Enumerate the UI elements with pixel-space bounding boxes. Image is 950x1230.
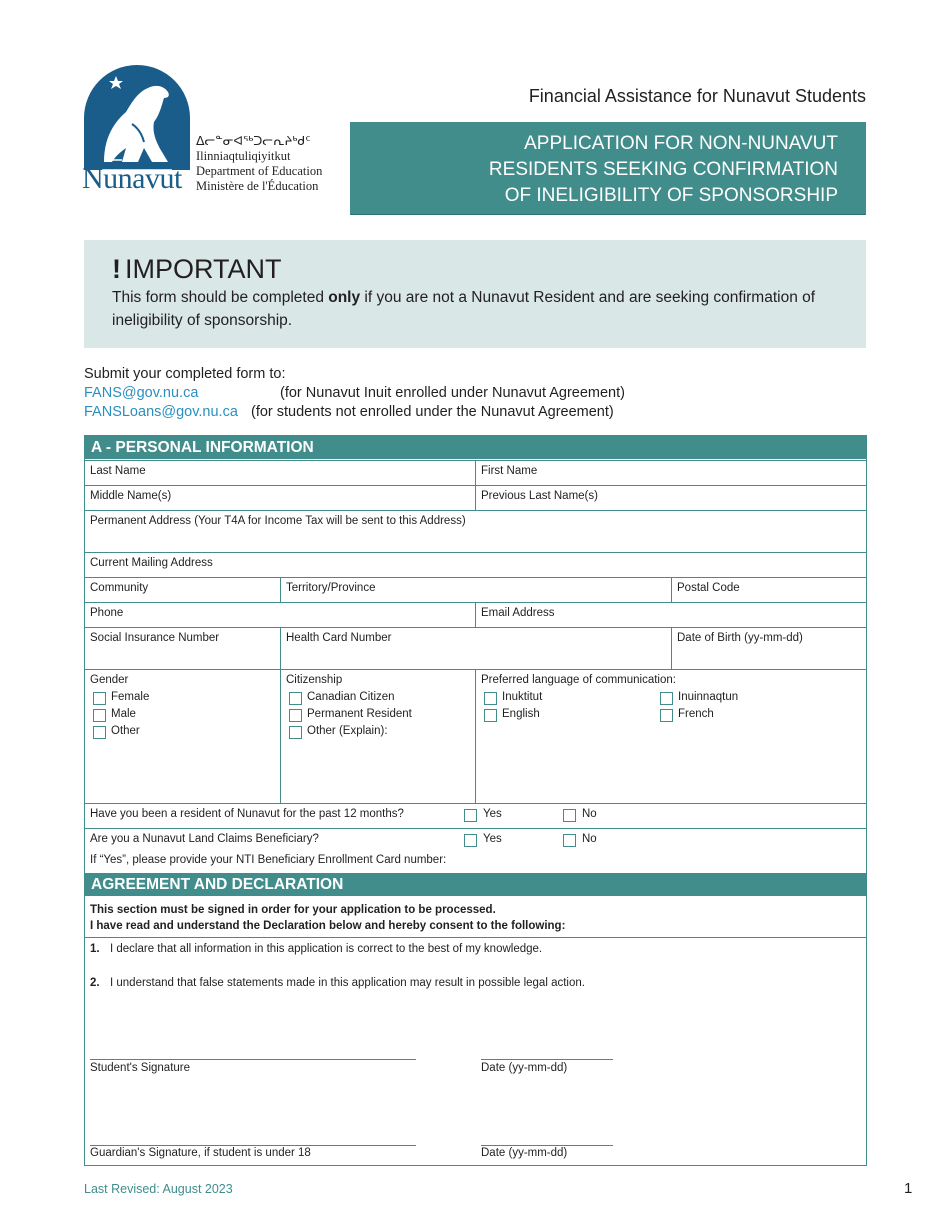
citizenship-other-checkbox[interactable] [289,726,302,739]
declaration-1-text: I declare that all information in this application is correct to the best of my knowledge. [110,943,543,955]
fans-loans-email-note: (for students not enrolled under the Nunavut Agreement) [251,404,614,420]
col-divider [280,627,281,669]
middle-names-field[interactable]: Middle Name(s) [90,490,172,502]
important-body [112,286,842,332]
row-divider [85,627,866,628]
resident-no-label: No [582,808,597,820]
nunavut-logo [82,62,342,202]
important-heading [112,254,282,285]
language-inuktitut-label: Inuktitut [502,691,543,703]
dept-name-inuinnaqtun: Ilinniaqtuliqiyitkut [196,149,291,163]
important-notice [84,240,866,348]
declaration-2-number: 2. [90,977,100,989]
row-divider [85,510,866,511]
form-title-banner [350,122,866,215]
gender-other-label: Other [111,725,140,737]
student-signature-line[interactable] [90,1059,416,1060]
submit-heading: Submit your completed form to: [84,366,286,382]
agreement-notice-1: This section must be signed in order for your application to be processed. [90,904,496,916]
section-personal-header [85,436,866,459]
declaration-2-text: I understand that false statements made in this application may result in possible legal action. [110,977,585,989]
dept-name-english: Department of Education [196,164,323,178]
language-french-checkbox[interactable] [660,709,673,722]
postal-code-field[interactable]: Postal Code [677,582,740,594]
department-name [196,134,322,194]
student-signature-label: Student's Signature [90,1062,191,1074]
declaration-1-number: 1. [90,943,100,955]
fans-loans-email-link[interactable]: FANSLoans@gov.nu.ca [84,404,238,420]
col-divider [475,669,476,803]
fans-email-note: (for Nunavut Inuit enrolled under Nunavut Agreement) [280,385,625,401]
application-form [84,435,867,1166]
previous-last-name-field[interactable]: Previous Last Name(s) [481,490,598,502]
form-title-line-3: OF INELIGIBILITY OF SPONSORSHIP [504,185,838,206]
page-number: 1 [904,1180,913,1197]
form-title-line-1: APPLICATION FOR NON-NUNAVUT [524,133,838,154]
row-divider [85,577,866,578]
language-english-label: English [502,708,540,720]
last-name-field[interactable]: Last Name [90,465,146,477]
col-divider [280,669,281,803]
guardian-date-label: Date (yy-mm-dd) [481,1147,568,1159]
gender-male-checkbox[interactable] [93,709,106,722]
permanent-address-field[interactable]: Permanent Address (Your T4A for Income Tax will be sent to this Address) [90,515,466,527]
citizenship-canadian-checkbox[interactable] [289,692,302,705]
language-inuinnaqtun-label: Inuinnaqtun [678,691,739,703]
dept-name-syllabics: ᐃᓕᓐᓂᐊᖅᑐᓕᕆᔨᒃᑯᑦ [196,134,311,148]
col-divider [475,460,476,510]
section-agreement-title: AGREEMENT AND DECLARATION [91,876,344,893]
beneficiary-no-label: No [582,833,597,845]
citizenship-other-label: Other (Explain): [307,725,388,737]
territory-province-field[interactable]: Territory/Province [286,582,376,594]
citizenship-label: Citizenship [286,674,343,686]
language-inuinnaqtun-checkbox[interactable] [660,692,673,705]
language-label: Preferred language of communication: [481,674,676,686]
col-divider [671,627,672,669]
email-address-field[interactable]: Email Address [481,607,555,619]
important-body-text: This form should be completed [112,289,329,306]
row-divider [85,937,866,938]
language-french-label: French [678,708,714,720]
resident-question: Have you been a resident of Nunavut for the past 12 months? [90,808,404,820]
logo-wordmark: Nunavut [82,162,182,195]
dept-name-french: Ministère de l'Éducation [196,179,319,193]
mailing-address-field[interactable]: Current Mailing Address [90,557,213,569]
community-field[interactable]: Community [90,582,149,594]
form-title-line-2: RESIDENTS SEEKING CONFIRMATION [488,159,838,180]
col-divider [671,577,672,602]
important-heading-text: IMPORTANT [125,254,282,284]
guardian-signature-line[interactable] [90,1145,416,1146]
col-divider [280,577,281,602]
agreement-notice-2: I have read and understand the Declaration below and hereby consent to the following: [90,920,566,932]
gender-label: Gender [90,674,129,686]
resident-no-checkbox[interactable] [563,809,576,822]
health-card-field[interactable]: Health Card Number [286,632,392,644]
gender-female-label: Female [111,691,150,703]
guardian-date-line[interactable] [481,1145,613,1146]
gender-male-label: Male [111,708,136,720]
gender-other-checkbox[interactable] [93,726,106,739]
exclamation-icon: ! [112,254,121,284]
date-of-birth-field[interactable]: Date of Birth (yy-mm-dd) [677,632,803,644]
section-personal-title: A - PERSONAL INFORMATION [91,439,314,456]
row-divider [85,828,866,829]
resident-yes-label: Yes [483,808,502,820]
row-divider [85,552,866,553]
resident-yes-checkbox[interactable] [464,809,477,822]
language-inuktitut-checkbox[interactable] [484,692,497,705]
citizenship-canadian-label: Canadian Citizen [307,691,395,703]
col-divider [475,602,476,627]
row-divider [85,803,866,804]
phone-field[interactable]: Phone [90,607,124,619]
citizenship-permanent-resident-label: Permanent Resident [307,708,412,720]
important-body-text-rest: if you are not a Nunavut Resident and are seeking confirmation of ineligibility of sponsorship. [112,289,816,329]
last-revised: Last Revised: August 2023 [84,1182,233,1196]
beneficiary-yes-checkbox[interactable] [464,834,477,847]
gender-female-checkbox[interactable] [93,692,106,705]
section-agreement-header [85,873,866,896]
beneficiary-no-checkbox[interactable] [563,834,576,847]
important-body-emphasis: only [328,289,361,306]
beneficiary-yes-label: Yes [483,833,502,845]
beneficiary-question: Are you a Nunavut Land Claims Beneficiary? [90,833,319,845]
student-date-label: Date (yy-mm-dd) [481,1062,568,1074]
program-title: Financial Assistance for Nunavut Students [528,86,866,106]
citizenship-permanent-resident-checkbox[interactable] [289,709,302,722]
fans-email-link[interactable]: FANS@gov.nu.ca [84,385,199,401]
guardian-signature-label: Guardian's Signature, if student is under 18 [90,1147,311,1159]
first-name-field[interactable]: First Name [481,465,538,477]
nti-card-number-field[interactable]: If “Yes”, please provide your NTI Beneficiary Enrollment Card number: [90,854,447,866]
student-date-line[interactable] [481,1059,613,1060]
language-english-checkbox[interactable] [484,709,497,722]
sin-field[interactable]: Social Insurance Number [90,632,220,644]
